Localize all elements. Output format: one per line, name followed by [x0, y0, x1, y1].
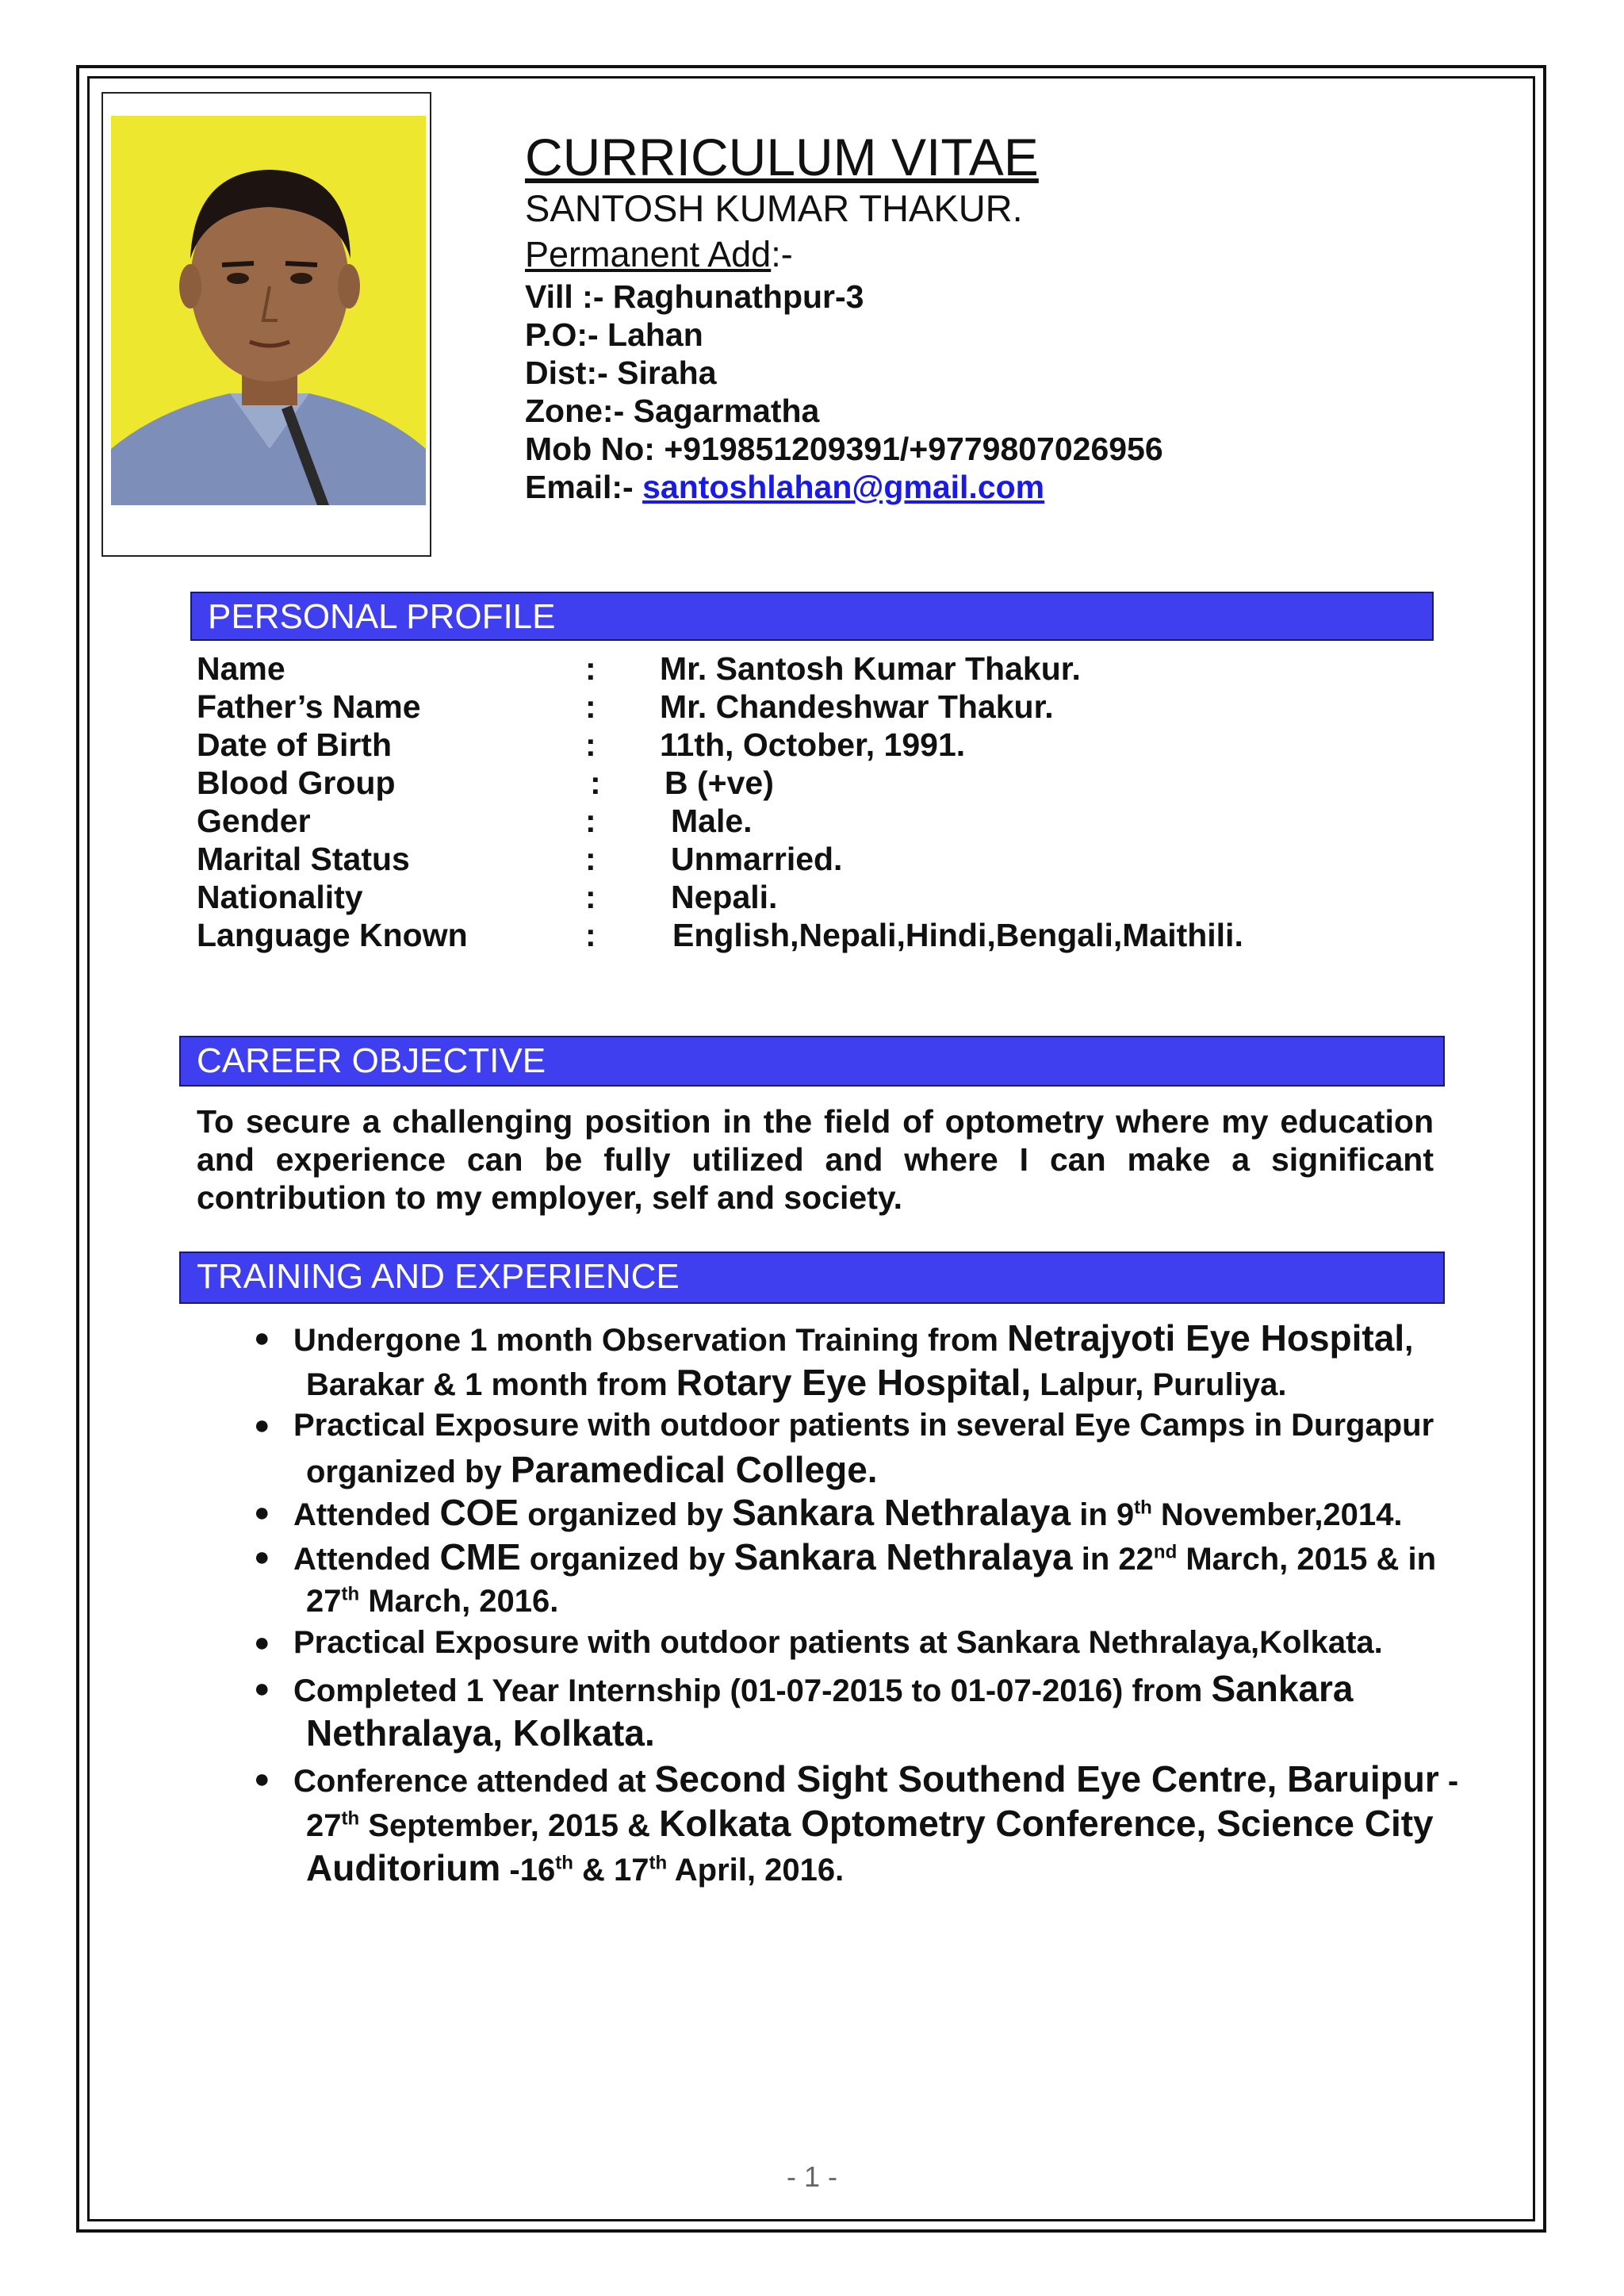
section-training-experience: TRAINING AND EXPERIENCE — [179, 1251, 1445, 1304]
profile-value: Nepali. — [671, 879, 778, 915]
permanent-address-suffix: :- — [771, 234, 793, 274]
training-text: November,2014. — [1151, 1497, 1403, 1532]
training-highlight: Rotary Eye Hospital, — [676, 1362, 1032, 1403]
cv-title: CURRICULUM VITAE — [525, 128, 1039, 186]
training-text: 27 — [306, 1808, 342, 1843]
bullet-icon: ● — [254, 1627, 270, 1658]
ordinal-suffix: th — [649, 1852, 668, 1874]
training-item-continued — [306, 1448, 878, 1494]
training-highlight: COE — [439, 1492, 519, 1533]
training-item — [293, 1491, 1403, 1537]
ordinal-suffix: th — [555, 1852, 573, 1874]
training-text: Conference attended at — [293, 1764, 655, 1799]
bullet-icon: ● — [254, 1673, 270, 1704]
training-item-continued — [306, 1580, 558, 1623]
page-number: - 1 - — [786, 2160, 837, 2193]
training-text: Lalpur, Puruliya. — [1031, 1367, 1287, 1402]
training-item-continued — [306, 1711, 655, 1757]
profile-value: Unmarried. — [671, 841, 843, 877]
training-highlight: Kolkata Optometry Conference, Science City — [659, 1803, 1434, 1844]
profile-value: Mr. Santosh Kumar Thakur. — [660, 650, 1081, 687]
training-text: March, 2015 & in — [1177, 1542, 1437, 1577]
address-district: Dist:- Siraha — [525, 355, 717, 391]
training-highlight: Paramedical College. — [510, 1449, 878, 1490]
training-text: Completed 1 Year Internship (01-07-2015 to 01-07-2016) from — [293, 1673, 1212, 1708]
profile-value: Male. — [671, 803, 753, 839]
section-career-objective: CAREER OBJECTIVE — [179, 1036, 1445, 1087]
profile-colon: : — [585, 841, 596, 877]
profile-label: Marital Status — [197, 841, 410, 877]
training-text: in 22 — [1072, 1542, 1154, 1577]
bullet-icon: ● — [254, 1323, 270, 1353]
mobile-number: Mob No: +919851209391/+9779807026956 — [525, 431, 1163, 467]
training-item — [293, 1621, 1383, 1665]
address-village: Vill :- Raghunathpur-3 — [525, 278, 864, 315]
training-highlight: Auditorium — [306, 1847, 501, 1888]
training-highlight: Nethralaya, Kolkata. — [306, 1712, 655, 1754]
training-text: April, 2016. — [667, 1853, 845, 1888]
profile-label: Gender — [197, 803, 311, 839]
permanent-address-label: Permanent Add — [525, 234, 772, 274]
training-text: Attended — [293, 1497, 440, 1532]
training-text: & 17 — [573, 1853, 649, 1888]
profile-label: Nationality — [197, 879, 363, 915]
profile-label: Blood Group — [197, 765, 396, 801]
section-personal-profile: PERSONAL PROFILE — [190, 592, 1434, 641]
ordinal-suffix: nd — [1153, 1541, 1178, 1563]
training-text: organized by — [519, 1497, 733, 1532]
profile-colon: : — [585, 688, 596, 725]
training-item-continued — [306, 1802, 1434, 1848]
training-text: Barakar & 1 month from — [306, 1367, 676, 1402]
profile-value: 11th, October, 1991. — [660, 726, 966, 763]
training-item — [293, 1667, 1354, 1713]
training-text: Practical Exposure with outdoor patients in several Eye Camps in Durgapur — [293, 1408, 1434, 1443]
training-highlight: CME — [439, 1536, 521, 1577]
email-row — [525, 468, 1163, 506]
training-highlight: Sankara Nethralaya — [733, 1536, 1073, 1577]
permanent-address-heading — [525, 232, 1163, 278]
profile-colon: : — [585, 917, 596, 953]
profile-colon: : — [590, 765, 601, 801]
training-text: -16 — [500, 1853, 556, 1888]
email-link[interactable]: santoshlahan@gmail.com — [642, 469, 1045, 505]
training-highlight: Sankara — [1211, 1668, 1354, 1709]
training-text: organized by — [306, 1455, 511, 1489]
training-text: , — [1404, 1323, 1414, 1358]
training-text: Practical Exposure with outdoor patients at Sankara Nethralaya,Kolkata. — [293, 1625, 1383, 1660]
address-post-office: P.O:- Lahan — [525, 316, 703, 353]
profile-colon: : — [585, 650, 596, 687]
cv-header — [525, 128, 1163, 506]
profile-colon: : — [585, 803, 596, 839]
training-item — [293, 1404, 1434, 1447]
profile-value: Mr. Chandeshwar Thakur. — [660, 688, 1054, 725]
training-highlight: Second Sight Southend Eye Centre, Baruipur — [654, 1758, 1439, 1800]
training-item-continued — [306, 1846, 844, 1892]
training-item-continued — [306, 1361, 1286, 1407]
bullet-icon: ● — [254, 1497, 270, 1527]
profile-colon: : — [585, 879, 596, 915]
training-text: March, 2016. — [359, 1584, 559, 1619]
ordinal-suffix: th — [1134, 1497, 1152, 1519]
profile-colon: : — [585, 726, 596, 763]
ordinal-suffix: th — [341, 1807, 360, 1830]
profile-label: Name — [197, 650, 285, 687]
email-label: Email:- — [525, 469, 643, 505]
training-highlight: Sankara Nethralaya — [732, 1492, 1071, 1533]
training-text: September, 2015 & — [359, 1808, 660, 1843]
profile-label: Father’s Name — [197, 688, 421, 725]
career-objective-text: To secure a challenging position in the field of optometry where my education and experience can be fully utilized and where I can make a significant contribution to my employer, self and society. — [197, 1103, 1434, 1216]
training-text: organized by — [520, 1542, 734, 1577]
profile-value: English,Nepali,Hindi,Bengali,Maithili. — [672, 917, 1243, 953]
training-text: Attended — [293, 1542, 440, 1577]
profile-label: Language Known — [197, 917, 468, 953]
profile-value: B (+ve) — [665, 765, 774, 801]
training-text: Undergone 1 month Observation Training from — [293, 1323, 1008, 1358]
address-zone: Zone:- Sagarmatha — [525, 393, 820, 429]
training-highlight: Netrajyoti Eye Hospital — [1007, 1317, 1405, 1359]
candidate-name: SANTOSH KUMAR THAKUR. — [525, 187, 1023, 229]
training-text: in 9 — [1071, 1497, 1135, 1532]
training-item — [293, 1317, 1413, 1363]
bullet-icon: ● — [254, 1542, 270, 1572]
bullet-icon: ● — [254, 1410, 270, 1440]
bullet-icon: ● — [254, 1764, 270, 1794]
profile-label: Date of Birth — [197, 726, 392, 763]
training-text: - — [1438, 1764, 1459, 1799]
training-text: 27 — [306, 1584, 342, 1619]
training-item — [293, 1535, 1436, 1581]
training-item — [293, 1757, 1458, 1803]
profile-photo — [111, 116, 426, 505]
ordinal-suffix: th — [341, 1583, 360, 1605]
